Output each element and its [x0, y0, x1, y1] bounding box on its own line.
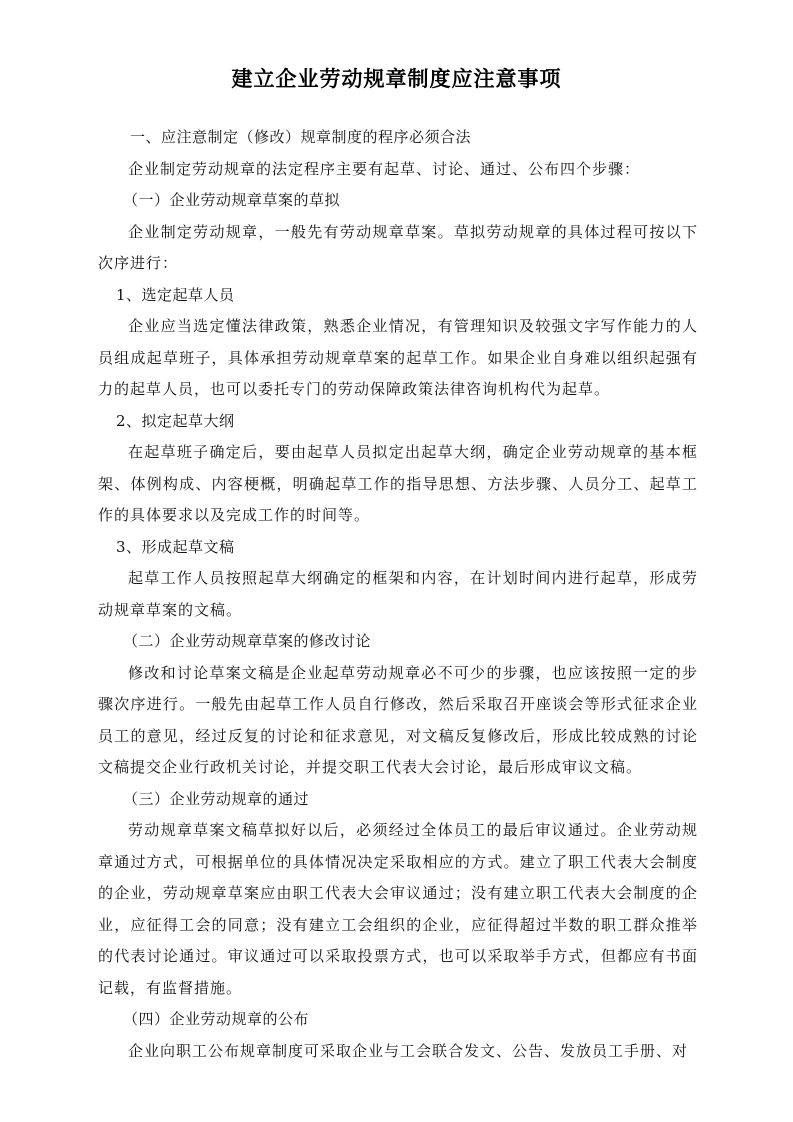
intro-paragraph: 企业制定劳动规章的法定程序主要有起草、讨论、通过、公布四个步骤：	[128, 159, 641, 178]
subsection-heading-drafting: （一）企业劳动规章草案的草拟	[123, 191, 341, 209]
step-heading-outline: 2、拟定起草大纲	[116, 411, 235, 430]
paragraph-publication: 企业向职工公布规章制度可采取企业与工会联合发文、公告、发放员工手册、对	[128, 1041, 689, 1060]
paragraph-drafting: 企业制定劳动规章，一般先有劳动规章草案。草拟劳动规章的具体过程可按以下次序进行：	[98, 222, 698, 272]
document-body	[98, 122, 698, 1067]
paragraph-approval: 劳动规章草案文稿草拟好以后，必须经过全体员工的最后审议通过。企业劳动规章通过方式，可根据单位的具体情况决定采取相应的方式。建立了职工代表大会制度的企业，劳动规章草案应由职工代表大会审议通过；没有建立职工代表大会制度的企业，应征得工会的同意；没有建立工会组织的企业，应征得超过半数的职工群众推举的代表讨论通过。审议通过可以采取投票方式，也可以采取举手方式，但都应有书面记载，有监督措施。	[98, 821, 698, 997]
paragraph-outline: 在起草班子确定后，要由起草人员拟定出起草大纲，确定企业劳动规章的基本框架、体例构成、内容梗概，明确起草工作的指导思想、方法步骤、人员分工、起草工作的具体要求以及完成工作的时间等。	[98, 443, 698, 524]
paragraph-select-drafters: 企业应当选定懂法律政策，熟悉企业情况，有管理知识及较强文字写作能力的人员组成起草班子，具体承担劳动规章草案的起草工作。如果企业自身难以组织起强有力的起草人员，也可以委托专门的劳动保障政策法律咨询机构代为起草。	[98, 317, 698, 398]
section-heading: 一、应注意制定（修改）规章制度的程序必须合法	[130, 128, 472, 146]
step-heading-select-drafters: 1、选定起草人员	[116, 285, 235, 304]
document-title: 建立企业劳动规章制度应注意事项	[231, 67, 562, 91]
subsection-heading-revision: （二）企业劳动规章草案的修改讨论	[123, 632, 372, 650]
subsection-heading-publication: （四）企业劳动规章的公布	[123, 1010, 310, 1028]
step-heading-draft-text: 3、形成起草文稿	[116, 537, 235, 556]
paragraph-revision: 修改和讨论草案文稿是企业起草劳动规章必不可少的步骤，也应该按照一定的步骤次序进行。一般先由起草工作人员自行修改，然后采取召开座谈会等形式征求企业员工的意见，经过反复的讨论和征求意见，对文稿反复修改后，形成比较成熟的讨论文稿提交企业行政机关讨论，并提交职工代表大会讨论，最后形成审议文稿。	[98, 663, 698, 776]
subsection-heading-approval: （三）企业劳动规章的通过	[123, 789, 310, 808]
paragraph-draft-text: 起草工作人员按照起草大纲确定的框架和内容，在计划时间内进行起草，形成劳动规章草案的文稿。	[98, 569, 698, 619]
